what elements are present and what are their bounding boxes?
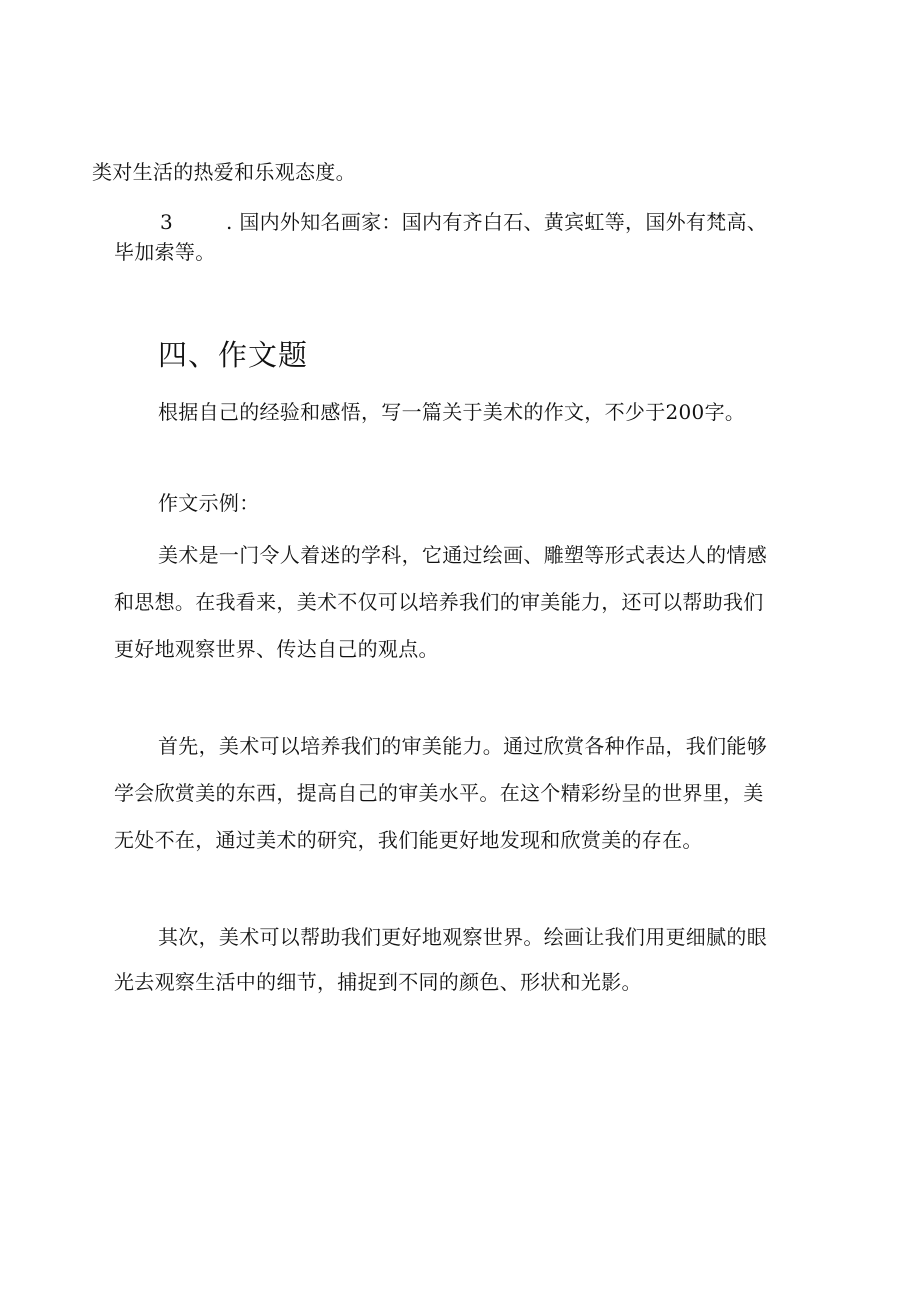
list-item-text: . 国内外知名画家：国内有齐白石、黄宾虹等，国外有梵高、 [226, 210, 768, 234]
paragraph-3-line-2: 光去观察生活中的细节，捕捉到不同的颜色、形状和光影。 [114, 970, 642, 994]
paragraph-3-line-1: 其次，美术可以帮助我们更好地观察世界。绘画让我们用更细腻的眼 [158, 925, 767, 949]
paragraph-1-line-3: 更好地观察世界、传达自己的观点。 [114, 637, 439, 661]
paragraph-1-line-2: 和思想。在我看来，美术不仅可以培养我们的审美能力，还可以帮助我们 [114, 590, 764, 614]
paragraph-2-line-3: 无处不在，通过美术的研究，我们能更好地发现和欣赏美的存在。 [114, 828, 703, 852]
section-heading: 四、作文题 [158, 338, 309, 372]
essay-prompt: 根据自己的经验和感悟，写一篇关于美术的作文，不少于200字。 [158, 400, 746, 424]
list-item-3-continuation: 毕加索等。 [114, 240, 216, 264]
list-item-number: 3 [160, 210, 174, 234]
paragraph-2-line-1: 首先，美术可以培养我们的审美能力。通过欣赏各种作品，我们能够 [158, 734, 767, 758]
example-label: 作文示例： [158, 491, 260, 515]
continuation-text: 类对生活的热爱和乐观态度。 [92, 160, 356, 184]
paragraph-2-line-2: 学会欣赏美的东西，提高自己的审美水平。在这个精彩纷呈的世界里，美 [114, 781, 764, 805]
paragraph-1-line-1: 美术是一门令人着迷的学科，它通过绘画、雕塑等形式表达人的情感 [158, 543, 767, 567]
list-item-3 [160, 208, 767, 236]
